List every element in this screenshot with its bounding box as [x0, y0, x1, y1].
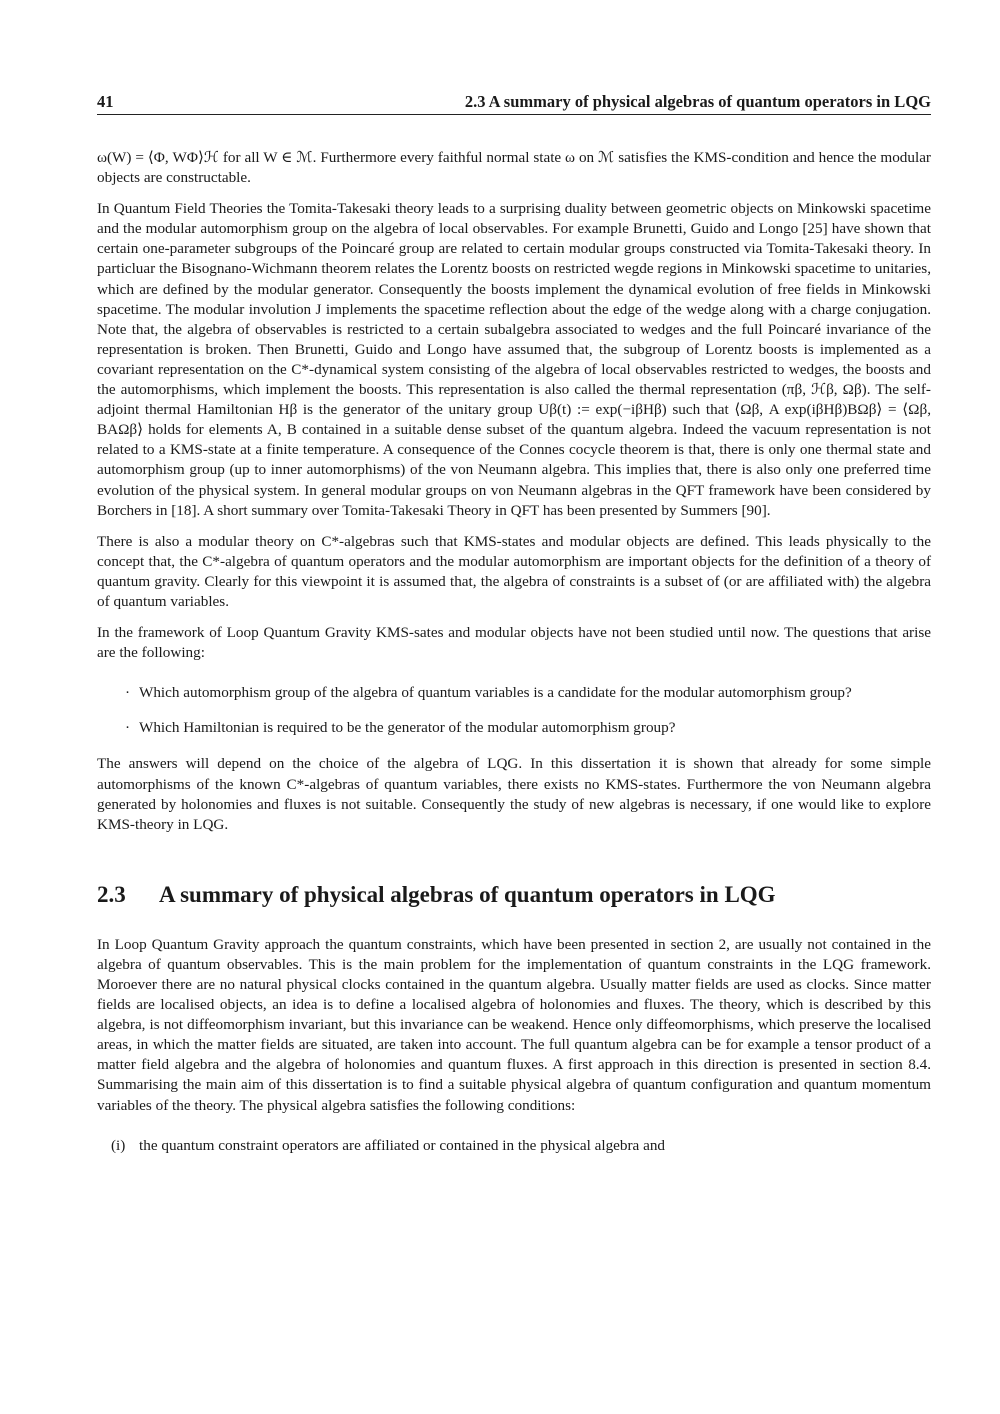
section-title: A summary of physical algebras of quantum operators in LQG — [159, 881, 776, 907]
paragraph-4: In the framework of Loop Quantum Gravity KMS-sates and modular objects have not been studied until now. The questions that arise are the following: — [97, 624, 931, 662]
bullet-icon: · — [125, 684, 131, 702]
paragraph-1: ω(W) = ⟨Φ, WΦ⟩ℋ for all W ∈ ℳ. Furthermore every faithful normal state ω on ℳ satisfies the KMS-condition and hence the modular objects are constructable. — [97, 149, 931, 187]
list-item-text: Which automorphism group of the algebra of quantum variables is a candidate for the modular automorphism group? — [139, 684, 852, 702]
running-header — [97, 90, 931, 115]
condition-label: (i) — [111, 1136, 126, 1154]
running-title: 2.3 A summary of physical algebras of quantum operators in LQG — [464, 92, 931, 111]
bullet-icon: · — [125, 719, 131, 737]
page-number: 41 — [97, 92, 114, 111]
paragraph-3: There is also a modular theory on C*-algebras such that KMS-states and modular objects are defined. This leads physically to the concept that, the C*-algebra of quantum operators and the modular automorphism are important objects for the definition of a theory of quantum gravity. Clearly for this viewpoint it is assumed that, the algebra of constraints is a subset of (or are affiliated with) the algebra of quantum variables. — [97, 532, 931, 610]
section-paragraph: In Loop Quantum Gravity approach the quantum constraints, which have been presented in section 2, are usually not contained in the algebra of quantum observables. This is the main problem for the implementation of quantum constraints in the LQG framework. Moroever there are no natural physical clocks contained in the quantum algebra. Usually matter fields are used as clocks. Since matter fields are localised objects, an idea is to define a localised algebra of holonomies and fluxes. The theory, which is described by this algebra, is not diffeomorphism invariant, but this invariance can be weakend. Hence only diffeomorphisms, which preserve the localised areas, in which the matter fields are situated, are taken into account. The full quantum algebra can be for example a tensor product of a matter field algebra and the algebra of holonomies and quantum fluxes. A first approach in this direction is presented in section 8.4. Summarising the main aim of this dissertation is to find a suitable physical algebra of quantum configuration and quantum momentum variables of the theory. The physical algebra satisfies the following conditions: — [97, 935, 931, 1114]
body-text — [97, 148, 931, 1156]
paragraph-2: In Quantum Field Theories the Tomita-Takesaki theory leads to a surprising duality between geometric objects on Minkowski spacetime and the modular automorphism group on the algebra of local observables. For example Brunetti, Guido and Longo [25] have shown that certain one-parameter subgroups of the Poincaré group are related to certain modular groups constructed via Tomita-Takesaki theory. In particluar the Bisognano-Wichmann theorem relates the Lorentz boosts on restricted wegde regions in Minkowski spacetime to unitaries, which are defined by the modular generator. Consequently the boosts implement the dynamical evolution of free fields in Minkowski spacetime. The modular involution J implements the spacetime reflection about the edge of the wedge along with a charge conjugation. Note that, the algebra of observables is restricted to a certain subalgebra associated to wedges and the full Poincaré invariance of the representation is broken. Then Brunetti, Guido and Longo have assumed that, the subgroup of Lorentz boosts is implemented as a covariant representation on the C*-dynamical system consisting of the algebra of local observables restricted to wedges, the boosts and the automorphisms, which implement the boosts. This representation is also called the thermal representation (πβ, ℋβ, Ωβ). The self-adjoint thermal Hamiltonian Hβ is the generator of the unitary group Uβ(t) := exp(−iβHβ) such that ⟨Ωβ, A exp(iβHβ)BΩβ⟩ = ⟨Ωβ, BAΩβ⟩ holds for elements A, B contained in a suitable dense subset of the quantum algebra. Indeed the vacuum representation is not related to a KMS-state at a finite temperature. A consequence of the Connes cocycle theorem is that, there is only one thermal state and automorphism group (up to inner automorphisms) of the von Neumann algebra. This implies that, there is also only one preferred time evolution of the physical system. In general modular groups on von Neumann algebras in the QFT framework have been considered by Borchers in [18]. A short summary over Tomita-Takesaki Theory in QFT has been presented by Summers [90]. — [97, 200, 931, 519]
question-list — [97, 683, 931, 738]
condition-text: the quantum constraint operators are affiliated or contained in the physical algebra and — [139, 1136, 666, 1154]
list-item-text: Which Hamiltonian is required to be the generator of the modular automorphism group? — [139, 719, 676, 737]
list-item — [97, 718, 931, 738]
list-item — [97, 683, 931, 703]
section-heading — [97, 881, 931, 909]
paragraph-5: The answers will depend on the choice of the algebra of LQG. In this dissertation it is shown that already for some simple automorphisms of the known C*-algebras of quantum variables, there exists no KMS-states. Furthermore the von Neumann algebra generated by holonomies and fluxes is not suitable. Consequently the study of new algebras is necessary, if one would like to explore KMS-theory in LQG. — [97, 755, 931, 833]
conditions-list — [97, 1136, 931, 1156]
section-number: 2.3 — [97, 881, 126, 907]
list-item — [97, 1136, 931, 1156]
